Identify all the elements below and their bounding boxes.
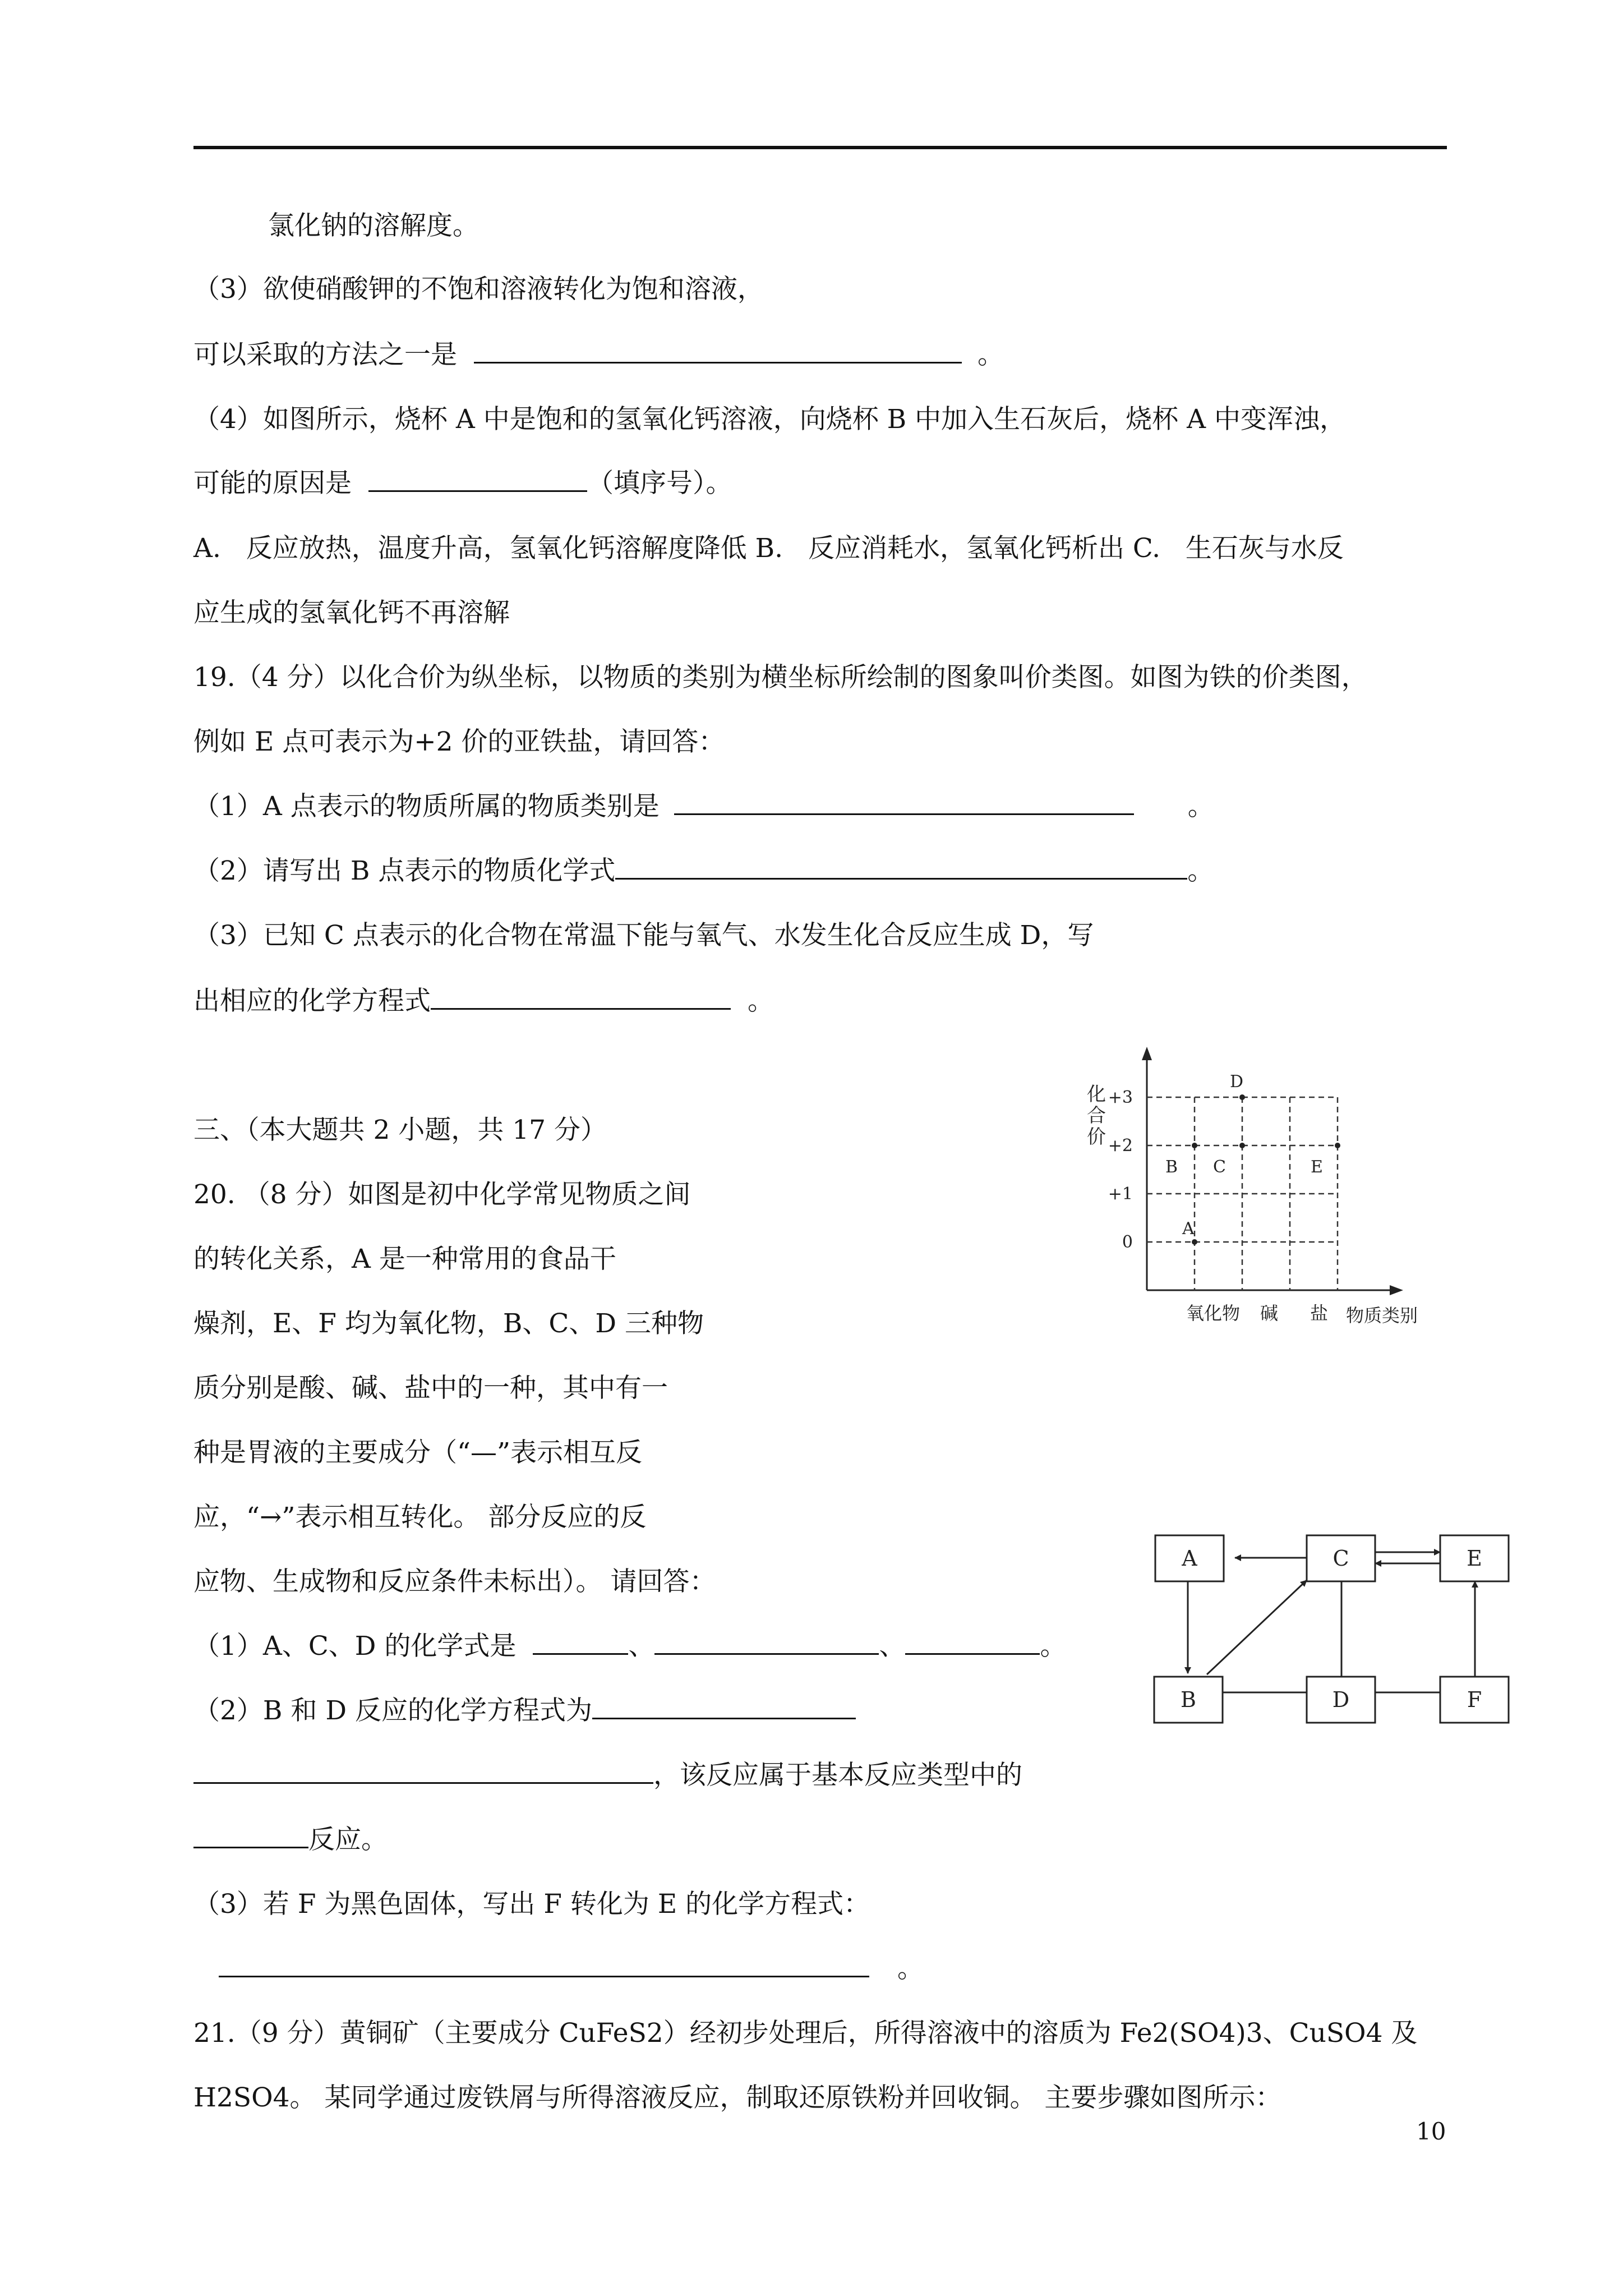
point-c (1239, 1143, 1245, 1148)
q19-stem-line2: 例如 E 点可表示为+2 价的亚铁盐，请回答： (193, 726, 725, 757)
x-axis-label: 物质类别 (1346, 1305, 1418, 1326)
q19-part3-stem: （3）已知 C 点表示的化合物在常温下能与氧气、水发生化合反应生成 D，写 (193, 920, 1094, 951)
q18-options-line1: A. 反应放热，温度升高，氢氧化钙溶解度降低 B. 反应消耗水，氢氧化钙析出 C. 生石灰与水反 (193, 533, 1344, 564)
q19-stem-line1: 19.（4 分）以化合价为纵坐标，以物质的类别为横坐标所绘制的图象叫价类图。如图为铁的价类图， (193, 662, 1368, 693)
q20-stem-line5: 种是胃液的主要成分（“—”表示相互反 (193, 1437, 643, 1468)
q21-stem-line1: 21.（9 分）黄铜矿（主要成分 CuFeS2）经初步处理后，所得溶液中的溶质为 Fe2(SO4)3、CuSO4 及 (193, 2018, 1418, 2049)
point-label-b: B (1165, 1157, 1178, 1177)
header-rule (193, 146, 1447, 149)
q19-part2-answer-blank[interactable] (615, 855, 1187, 880)
q18-continuation: 氯化钠的溶解度。 (268, 210, 479, 241)
x-category-label: 氧化物 (1186, 1303, 1241, 1324)
y-tick-label: +3 (1108, 1088, 1133, 1107)
q18-part3-answer-blank[interactable] (474, 339, 962, 364)
x-category-label: 盐 (1310, 1303, 1329, 1324)
relation-diagram (1138, 1506, 1531, 1731)
q20-part1: （1）A、C、D 的化学式是 、 、 。 (193, 1631, 1067, 1662)
point-label-d: D (1230, 1072, 1244, 1092)
y-tick-label: +1 (1108, 1184, 1133, 1204)
node-label-e: E (1467, 1546, 1482, 1571)
y-tick-label: 0 (1122, 1232, 1133, 1252)
q18-part3-answer-line: 可以采取的方法之一是 。 (193, 339, 1004, 370)
q18-part3-stem: （3）欲使硝酸钾的不饱和溶液转化为饱和溶液， (193, 274, 764, 305)
q20-stem-line1: 20. （8 分）如图是初中化学常见物质之间 (193, 1179, 691, 1210)
edge-b-to-c (1207, 1580, 1307, 1674)
y-axis-label-char-3: 价 (1087, 1126, 1106, 1148)
node-label-d: D (1332, 1687, 1350, 1712)
y-axis-label-char-2: 合 (1087, 1105, 1106, 1127)
q19-part1-answer-blank[interactable] (674, 791, 1134, 815)
q20-part2-blank-type[interactable] (193, 1824, 308, 1848)
q20-part3-answer-line: 。 (219, 1952, 924, 1986)
q20-stem-line3: 燥剂，E、F 均为氧化物，B、C、D 三种物 (193, 1308, 704, 1339)
node-label-c: C (1332, 1546, 1349, 1571)
node-label-b: B (1181, 1687, 1196, 1712)
q18-part4-answer-blank[interactable] (368, 468, 587, 492)
page-number: 10 (1416, 2118, 1446, 2145)
q20-part3: （3）若 F 为黑色固体，写出 F 转化为 E 的化学方程式： (193, 1889, 870, 1920)
point-label-c: C (1213, 1157, 1226, 1177)
q20-part2-line2: ，该反应属于基本反应类型中的 (193, 1759, 1022, 1792)
q20-part1-blank-a[interactable] (533, 1631, 628, 1655)
chart-grid (1147, 1097, 1338, 1290)
q19-part1: （1）A 点表示的物质所属的物质类别是 。 (193, 791, 1214, 822)
q21-stem-line2: H2SO4。 某同学通过废铁屑与所得溶液反应，制取还原铁粉并回收铜。 主要步骤如图所示： (193, 2082, 1282, 2113)
point-label-a: A (1182, 1219, 1195, 1239)
q20-part2-blank-equation-b[interactable] (193, 1760, 653, 1784)
q19-part3-answer-line: 出相应的化学方程式 。 (193, 986, 774, 1016)
point-e (1335, 1143, 1340, 1148)
q19-part3-answer-blank[interactable] (431, 986, 731, 1010)
node-label-f: F (1467, 1687, 1482, 1712)
section-3-heading: 三、（本大题共 2 小题，共 17 分） (193, 1115, 607, 1145)
point-label-e: E (1311, 1157, 1323, 1177)
x-axis-arrow (1390, 1285, 1403, 1295)
q20-part2-line3: 反应。 (193, 1823, 388, 1857)
q20-stem-line4: 质分别是酸、碱、盐中的一种，其中有一 (193, 1373, 668, 1404)
point-a (1192, 1239, 1197, 1245)
valence-class-chart (1066, 1043, 1458, 1335)
q20-stem-line2: 的转化关系，A 是一种常用的食品干 (193, 1244, 616, 1274)
q20-part1-blank-d[interactable] (905, 1631, 1040, 1655)
node-label-a: A (1182, 1546, 1197, 1571)
q20-part3-answer-blank[interactable] (219, 1953, 869, 1977)
q18-options-line2: 应生成的氢氧化钙不再溶解 (193, 597, 510, 628)
y-axis-label-char-1: 化 (1087, 1083, 1106, 1106)
q20-part2: （2）B 和 D 反应的化学方程式为 (193, 1694, 856, 1728)
q20-stem-line7: 应物、生成物和反应条件未标出）。 请回答： (193, 1566, 716, 1597)
q20-part2-blank-equation-a[interactable] (592, 1695, 856, 1719)
q18-part4-answer-line: 可能的原因是 （填序号）。 (193, 468, 732, 499)
q20-part1-blank-c[interactable] (654, 1631, 879, 1655)
q20-stem-line6: 应，“→”表示相互转化。 部分反应的反 (193, 1502, 647, 1533)
q18-part4-stem: （4）如图所示，烧杯 A 中是饱和的氢氧化钙溶液，向烧杯 B 中加入生石灰后，烧杯 A 中变浑浊， (193, 404, 1346, 435)
y-tick-label: +2 (1108, 1136, 1133, 1156)
point-b (1192, 1143, 1197, 1148)
q19-part2: （2）请写出 B 点表示的物质化学式 。 (193, 855, 1214, 886)
x-category-label: 碱 (1260, 1303, 1279, 1324)
y-axis-arrow (1142, 1047, 1152, 1060)
point-d (1239, 1094, 1245, 1100)
